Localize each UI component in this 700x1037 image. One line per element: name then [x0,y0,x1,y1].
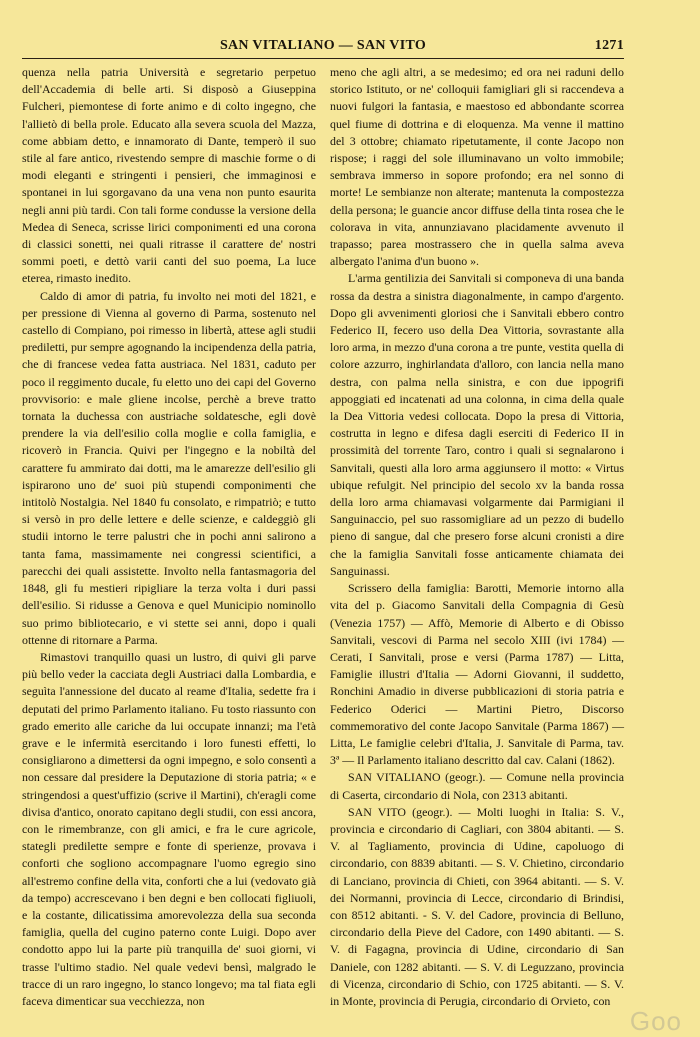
paragraph: Rimastovi tranquillo quasi un lustro, di quivi gli parve più bello veder la cacciata degli Austriaci dalla Lombardia, e seguìta l'annessione del ducato al reame d'Italia, sedette fra i deputati del primo Parlamento italiano. Fu tosto riassunto con grado emerito alle cariche da lui occupate innanzi; ma l'età grave e le infermità esercitando i loro funesti effetti, lo consigliarono a dimettersi da ogni impegno, e solo consentì a non cessare dal presidere la Deputazione di storia patria; « e stringendosi a quest'uffizio (scrive il Martini), ch'eragli come divisa d'antico, onorato capitano degli studii, con essi ancora, con le rimembranze, con gli amici, e fra le cure agricole, stategli predilette sempre e fonte di sperienze, provava i conforti che sogliono accompagnare l'uomo egregio sino all'estremo confine della vita, conforti che a lui (vedovato già da tempo) accrescevano i ben degni e ben collocati figliuoli, e la costante, dilicatissima amorevolezza della sua seconda famiglia, quella del cugino paterno conte Luigi. Dopo aver condotto appo lui la parte più tranquilla de' suoi giorni, vi trasse l'ultimo stadio. Nel quale vedevi bensì, malgrado le tracce di un raro ingegno, lo stanco longevo; ma tal fiata egli faceva dimenticar sua vecchiezza, non [22,649,316,1008]
running-title: SAN VITALIANO — SAN VITO [219,38,427,53]
watermark: Goo [629,1006,682,1036]
page-number: 1271 [594,38,624,53]
left-column [22,64,316,1010]
paragraph: Caldo di amor di patria, fu involto nei moti del 1821, e per pressione di Vienna al governo di Parma, sostenuto nel castello di Compiano, poi rimesso in libertà, attese agli studii prediletti, pur sempre agognando la incipendenza della patria, che di francese vedea fatta austriaca. Nel 1831, caduto per poco il reggimento ducale, fu eletto uno dei capi del Governo provvisorio: e male gliene incolse, perchè a breve tratto tornata la duchessa con austriache soldatesche, egli dovè prendere la via dell'esilio colla moglie e colla famiglia, e ricoverò in Francia. Quivi per l'ingegno e la nobiltà del carattere fu ammirato dai dotti, ma le amarezze dell'esilio gli ispirarono uno de' suoi più stupendi componimenti che intitolò Nostalgia. Nel 1840 fu consolato, e rimpatriò; e tutto si versò in pro delle lettere e delle scienze, e caldeggiò gli studii intorno le terre palustri che in pochi anni salirono a tanta fama, massimamente nei congressi scientifici, a parecchi dei quali assistette. Involto nella fantasmagoria del 1848, gli fu mestieri ripigliare la terza volta i duri passi dell'esilio. Si ridusse a Genova e quel Municipio nominollo suo primo bibliotecario, e vi stette sei anni, dopo i quali ottenne di ritornare a Parma. [22,288,316,647]
paragraph: Scrissero della famiglia: Barotti, Memorie intorno alla vita del p. Giacomo Sanvitali della Compagnia di Gesù (Venezia 1757) — Affò, Memorie di Alberto e di Obisso Sanvitali, vescovi di Parma nel secolo XIII (ivi 1784) — Cerati, I Sanvitali, prose e versi (Parma 1787) — Litta, Famiglie illustri d'Italia — Adorni Giovanni, il suddetto, Ronchini Amadio in diverse pubblicazioni di storia patria e Federico Oderici — Martini Pietro, Discorso commemorativo del conte Jacopo Sanvitale (Parma 1867) — Litta, Le famiglie celebri d'Italia, J. Sanvitale di Parma, tav. 3ª — Il Parlamento italiano descritto dal cav. Calani (1862). [330,581,624,768]
paragraph: quenza nella patria Università e segretario perpetuo dell'Accademia di belle arti. Si disposò a Giuseppina Fulcheri, piemontese di forte animo e di colto ingegno, che l'allietò di bella prole. Educato alla severa scuola del Mazza, come abbiam detto, e innamorato di Dante, temperò il suo stile al fare antico, rivestendo sempre di maschie forme o di modi eleganti e stringenti i pensieri, che immaginosi e spontanei in lui sgorgavano da una vena non punto esaurita negli anni più tardi. Con tali forme condusse la versione della Medea di Seneca, scrisse lirici componimenti ed una corona di classici sonetti, nei quali ritrasse il carattere de' nostri sommi poeti, e dettò varii canti del suo poema, La luce eterea, rimasto inedito. [22,65,316,286]
page-header [22,38,624,56]
header-rule [22,58,624,59]
paragraph: L'arma gentilizia dei Sanvitali si componeva di una banda rossa da destra a sinistra diagonalmente, in campo d'argento. Dopo gli avvenimenti gloriosi che i Sanvitali ebbero contro Federico II, fecero uso della Dea Vittoria, sovrastante alla loro arma, in mezzo d'una corona a tre punte, vestita quella di colore azzurro, inghirlandata d'alloro, con lancia nella mano destra, con palma nella sinistra, e con due ippogrifi appoggiati ed incatenati ad una colonna, in cima della quale la Dea Vittoria vedesi collocata. Dopo la presa di Vittoria, costrutta in legno e difesa dagli eserciti di Federico II in prossimità del torrente Taro, contro i quali si segnalarono i Sanvitali, questi alla loro arma aggiunsero il motto: « Virtus ubique refulgit. Nel principio del secolo xv la banda rossa della loro arma chiamavasi volgarmente dai Parmigiani il Sanguinaccio, pel suo rassomigliare ad un pezzo di budello pieno di sangue, dal che presero forse alcuni cronisti a dire che la famiglia Sanvitali fosse anticamente chiamata dei Sanguinassi. [330,271,624,578]
right-column [330,64,624,1010]
entry-san-vitaliano: SAN VITALIANO (geogr.). — Comune nella provincia di Caserta, circondario di Nola, con 2313 abitanti. [330,770,624,802]
paragraph: meno che agli altri, a se medesimo; ed ora nei raduni dello storico Istituto, or ne' colloquii famigliari gli si raccendeva a nuovi fulgori la fantasia, e maestoso ed abbondante scorrea quel fiume di dottrina e di eloquenza. Ma venne il mattino del 3 ottobre; chiamato ripetutamente, il conte Jacopo non rispose; i raggi del sole illuminavano un volto immobile; sembrava immerso in sopore profondo; era nel sonno di morte! Le sembianze non alterate; mantenuta la compostezza della persona; le guancie ancor diffuse della tinta rosea che le colorava in vita, annunziavano placidamente avvenuto il trapasso; parea mostrassero che in quella salma aveva albergato l'anima d'un buono ». [330,65,624,269]
entry-san-vito: SAN VITO (geogr.). — Molti luoghi in Italia: S. V., provincia e circondario di Cagliari, con 3804 abitanti. — S. V. al Tagliamento, provincia di Udine, capoluogo di circondario, con 8839 abitanti. — S. V. Chietino, circondario di Lanciano, provincia di Chieti, con 3964 abitanti. — S. V. dei Normanni, provincia di Lecce, circondario di Brindisi, con 8512 abitanti. - S. V. del Cadore, provincia di Belluno, circondario della Pieve del Cadore, con 1490 abitanti. — S. V. di Fagagna, provincia di Udine, circondario di San Daniele, con 1282 abitanti. — S. V. di Leguzzano, provincia di Vicenza, circondario di Schio, con 1725 abitanti. — S. V. in Monte, provincia di Perugia, circondario di Orvieto, con [330,804,624,1008]
